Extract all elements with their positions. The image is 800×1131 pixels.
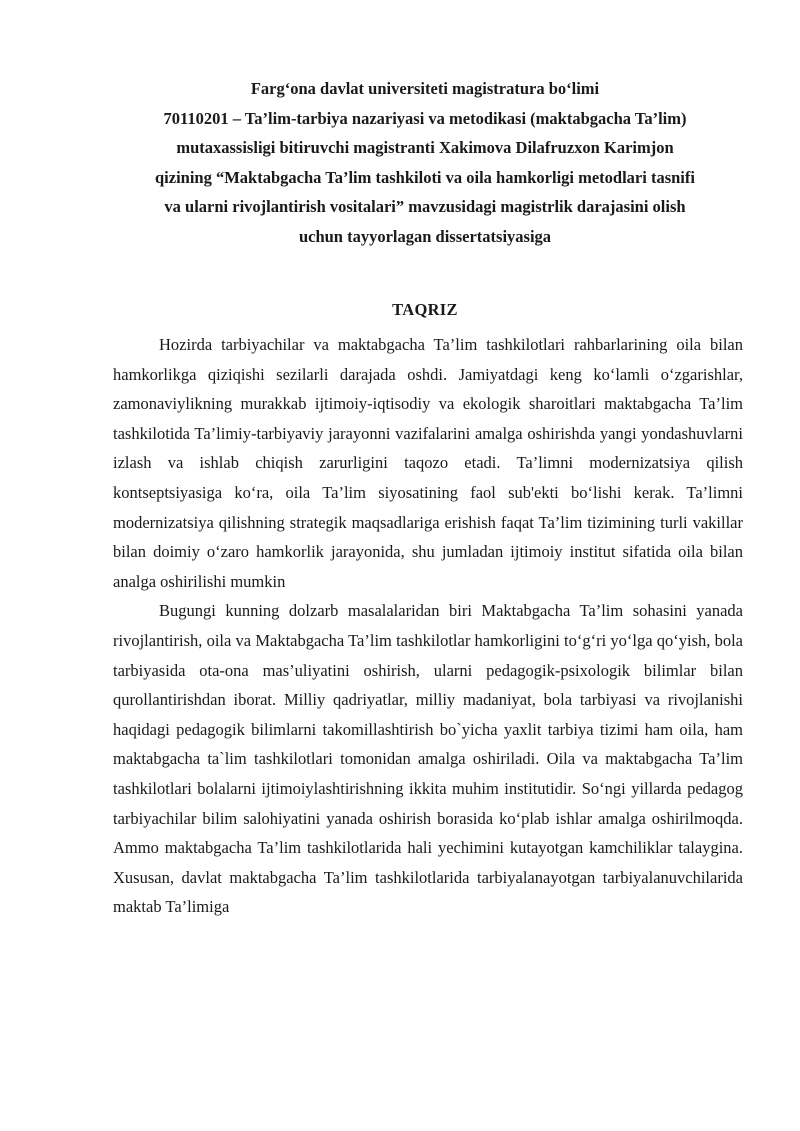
heading-line-3: mutaxassisligi bitiruvchi magistranti Xakimova Dilafruzxon Karimjon <box>176 138 674 157</box>
heading-line-6: uchun tayyorlagan dissertatsiyasiga <box>298 226 552 246</box>
heading-line-5: va ularni rivojlantirish vositalari” mavzusidagi magistrlik darajasini olish <box>164 197 686 216</box>
heading-line-1: Farg‘ona davlat universiteti magistratura bo‘limi <box>250 79 600 98</box>
paragraph-2: Bugungi kunning dolzarb masalalaridan biri Maktabgacha Ta’lim sohasini yanada rivojlantirish, oila va Maktabgacha Ta’lim tashkilotlar hamkorligini to‘g‘ri yo‘lga qo‘yish, bola tarbiyasida ota-ona mas’uliyatini oshirish, ularni pedagogik-psixologik bilimlar bilan qurollantirishdan iborat. Milliy qadriyatlar, milliy madaniyat, bola tarbiyasi va rivojlanishi haqidagi pedagogik bilimlarni takomillashtirish bo`yicha yaxlit tarbiya tizimi ham oila, ham maktabgacha ta`lim tashkilotlari tomonidan amalga oshiriladi. Oila va maktabgacha Ta’lim tashkilotlari bolalarni ijtimoiylashtirishning ikkita muhim institutidir. So‘ngi yillarda pedagog tarbiyachilar bilim salohiyatini yanada oshirish borasida ko‘plab ishlar amalga oshirilmoqda. Ammo maktabgacha Ta’lim tashkilotlarida hali yechimini kutayotgan kamchiliklar talaygina. Xususan, davlat maktabgacha Ta’lim tashkilotlarida tarbiyalanayotgan tarbiyalanuvchilarida maktab Ta’limiga <box>113 601 743 917</box>
heading-line-2: 70110201 – Ta’lim-tarbiya nazariyasi va metodikasi (maktabgacha Ta’lim) <box>163 108 687 128</box>
document-body <box>113 330 743 922</box>
document-heading <box>105 74 745 251</box>
heading-line-4: qizining “Maktabgacha Ta’lim tashkiloti va oila hamkorligi metodlari tasnifi <box>155 167 695 187</box>
review-title: TAQRIZ <box>392 300 458 319</box>
paragraph-1: Hozirda tarbiyachilar va maktabgacha Ta’lim tashkilotlari rahbarlarining oila bilan hamkorlikga qiziqishi sezilarli darajada oshdi. Jamiyatdagi keng ko‘lamli o‘zgarishlar, zamonaviylikning murakkab ijtimoiy-iqtisodiy va ekologik sharoitlari maktabgacha Ta’lim tashkilotida Ta’limiy-tarbiyaviy jarayonni vazifalarini amalga oshirishda yangi yondashuvlarni izlash va ishlab chiqish zarurligini taqozo etadi. Ta’limni modernizatsiya qilish kontseptsiyasiga ko‘ra, oila Ta’lim siyosatining faol sub'ekti bo‘lishi kerak. Ta’limni modernizatsiya qilishning strategik maqsadlariga erishish faqat Ta’lim tizimining turli vakillar bilan doimiy o‘zaro hamkorlik jarayonida, shu jumladan ijtimoiy institut sifatida oila bilan analga oshirilishi mumkin <box>113 335 743 591</box>
